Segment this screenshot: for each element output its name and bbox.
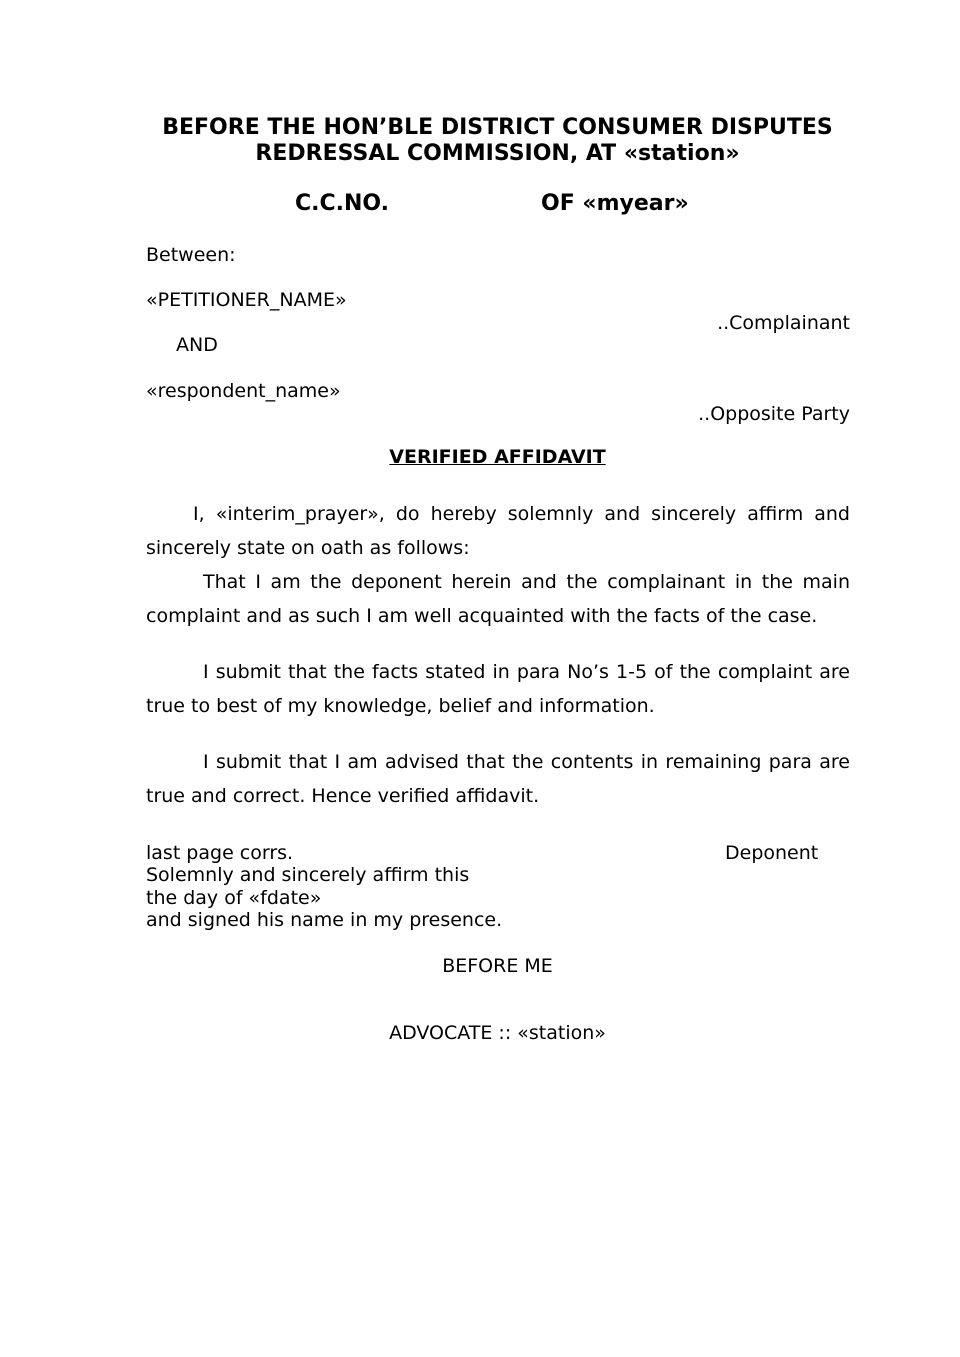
opposite-party-role: ..Opposite Party	[698, 403, 850, 425]
affidavit-paragraph-3	[146, 655, 850, 723]
court-title-line-1: BEFORE THE HON’BLE DISTRICT CONSUMER DISPUTES	[162, 115, 833, 140]
paragraph-2-line-1: That I am the deponent herein and the complainant in the main	[203, 571, 850, 593]
day-line: the day of «fdate»	[146, 887, 322, 909]
affidavit-heading	[130, 445, 865, 469]
affidavit-heading-text: VERIFIED AFFIDAVIT	[389, 446, 606, 468]
respondent-name: «respondent_name»	[146, 380, 341, 402]
deponent-label: Deponent	[725, 842, 819, 864]
paragraph-4-line-1: I submit that I am advised that the contents in remaining para are	[203, 751, 850, 773]
between-label: Between:	[146, 244, 236, 266]
paragraph-1-line-1: I, «interim_prayer», do hereby solemnly and sincerely affirm and	[193, 503, 850, 525]
and-label: AND	[176, 334, 218, 356]
court-title	[130, 115, 865, 167]
paragraph-2-line-2: complaint and as such I am well acquainted with the facts of the case.	[146, 605, 818, 627]
paragraph-3-line-2: true to best of my knowledge, belief and information.	[146, 695, 655, 717]
paragraph-4-line-2: true and correct. Hence verified affidavit.	[146, 785, 540, 807]
before-me-label: BEFORE ME	[442, 955, 553, 977]
court-title-line-2: REDRESSAL COMMISSION, AT «station»	[255, 141, 740, 166]
affirm-line: Solemnly and sincerely affirm this	[146, 864, 470, 886]
affidavit-paragraph-4	[146, 745, 850, 813]
case-number-label: C.C.NO.	[295, 191, 389, 216]
affidavit-paragraph-2	[146, 565, 850, 633]
affidavit-paragraph-1	[146, 497, 850, 565]
paragraph-3-line-1: I submit that the facts stated in para No’s 1-5 of the complaint are	[203, 661, 850, 683]
advocate-label: ADVOCATE :: «station»	[389, 1022, 606, 1044]
signed-line: and signed his name in my presence.	[146, 909, 503, 931]
case-year: OF «myear»	[541, 191, 689, 216]
paragraph-1-line-2: sincerely state on oath as follows:	[146, 537, 470, 559]
complainant-role: ..Complainant	[717, 312, 850, 334]
last-page-note: last page corrs.	[146, 842, 294, 864]
petitioner-name: «PETITIONER_NAME»	[146, 289, 347, 311]
